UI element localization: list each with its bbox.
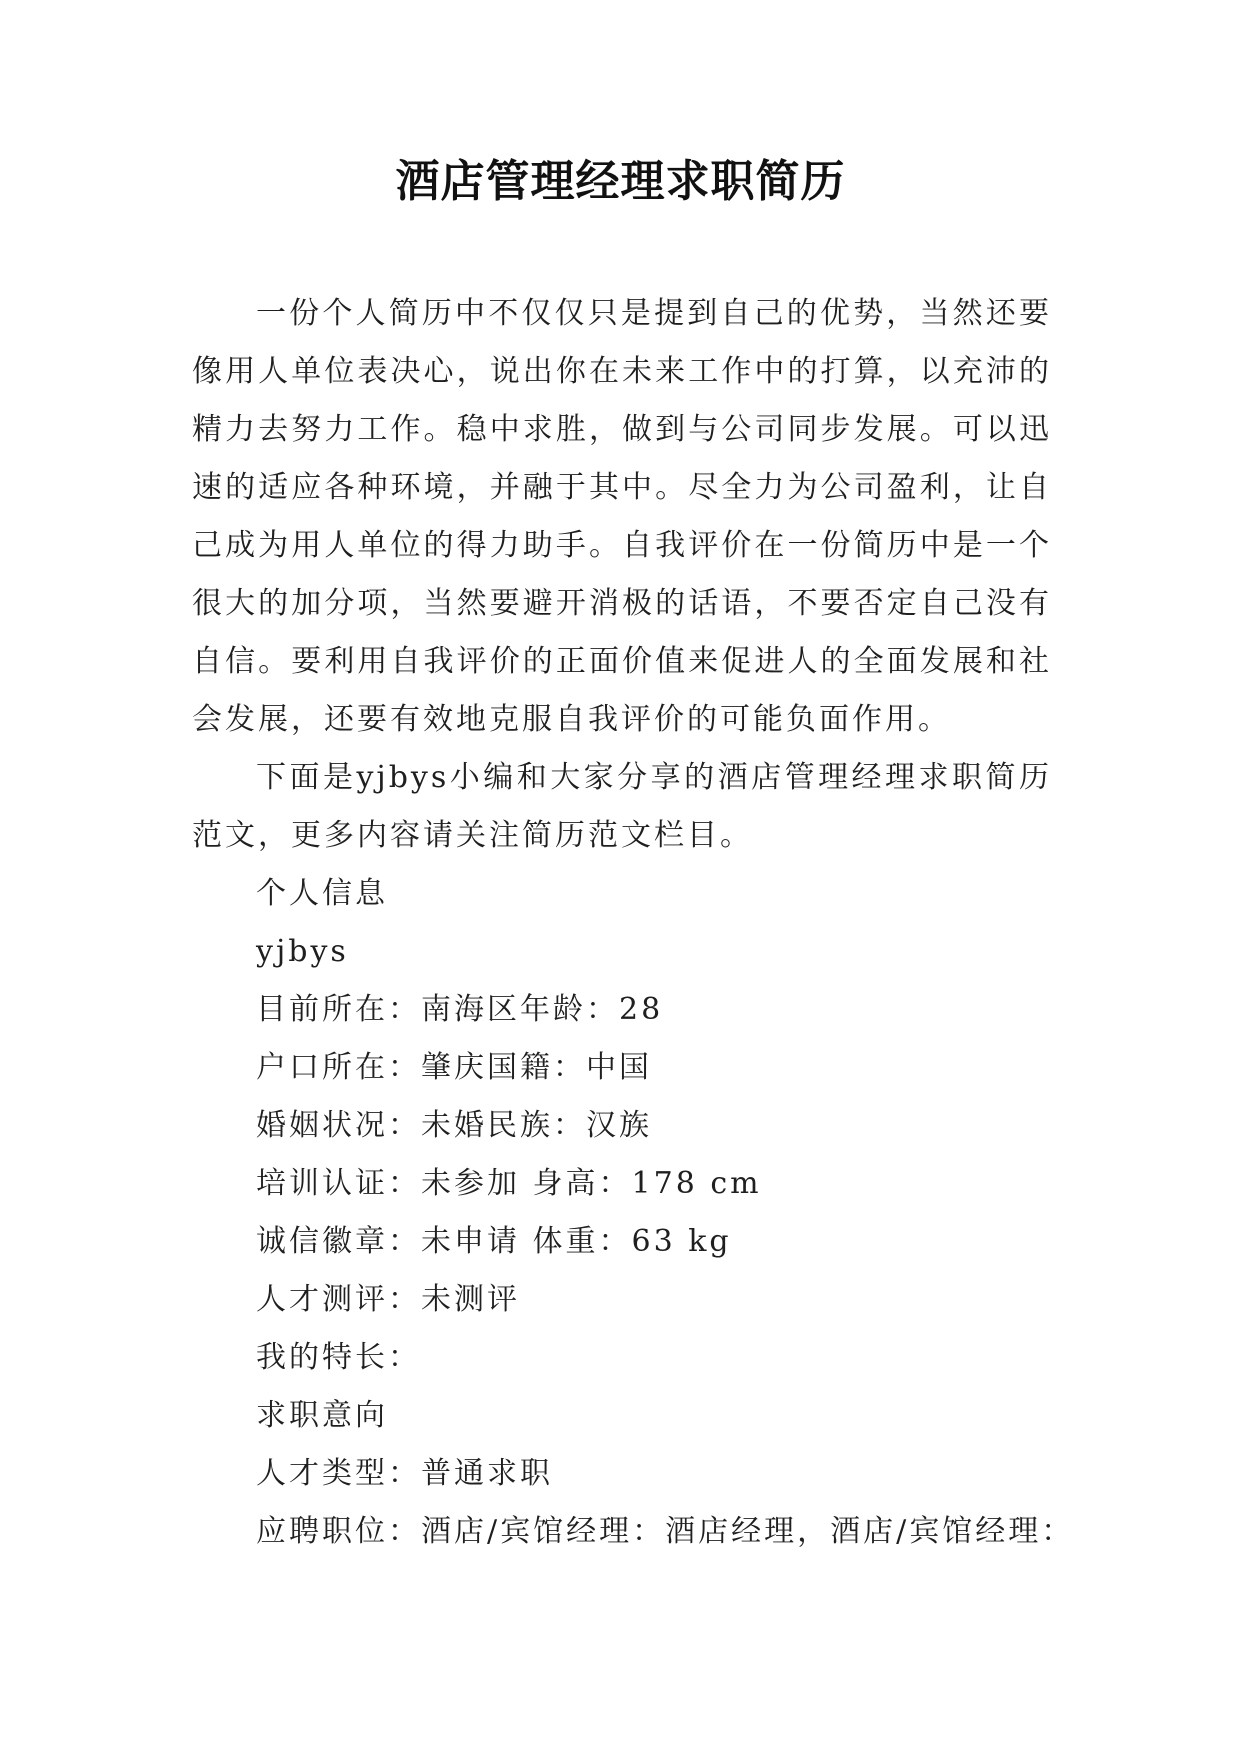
- share-paragraph: 下面是yjbys小编和大家分享的酒店管理经理求职简历范文，更多内容请关注简历范文栏目。: [192, 760, 1052, 853]
- info-talent-assessment: 人才测评：未测评: [256, 1282, 520, 1317]
- info-name: yjbys: [256, 934, 349, 969]
- document-title: 酒店管理经理求职简历: [395, 156, 846, 207]
- section-heading-personal-info: 个人信息: [256, 876, 388, 911]
- info-badge-weight: 诚信徽章：未申请 体重：63 kg: [256, 1224, 732, 1259]
- info-applied-position: 应聘职位：酒店/宾馆经理：酒店经理，酒店/宾馆经理：: [256, 1514, 1075, 1549]
- info-talent-type: 人才类型：普通求职: [256, 1456, 553, 1491]
- info-hukou-nationality: 户口所在：肇庆国籍：中国: [256, 1050, 652, 1085]
- info-marital-ethnicity: 婚姻状况：未婚民族：汉族: [256, 1108, 652, 1143]
- section-heading-job-intention: 求职意向: [256, 1398, 388, 1433]
- info-location-age: 目前所在：南海区年龄：28: [256, 992, 664, 1027]
- info-training-height: 培训认证：未参加 身高：178 cm: [256, 1166, 762, 1201]
- info-specialty: 我的特长：: [256, 1340, 421, 1375]
- document-body: [192, 285, 1075, 1561]
- intro-paragraph: 一份个人简历中不仅仅只是提到自己的优势，当然还要像用人单位表决心，说出你在未来工作中的打算，以充沛的精力去努力工作。稳中求胜，做到与公司同步发展。可以迅速的适应各种环境，并融于其中。尽全力为公司盈利，让自己成为用人单位的得力助手。自我评价在一份简历中是一个很大的加分项，当然要避开消极的话语，不要否定自己没有自信。要利用自我评价的正面价值来促进人的全面发展和社会发展，还要有效地克服自我评价的可能负面作用。: [192, 296, 1052, 737]
